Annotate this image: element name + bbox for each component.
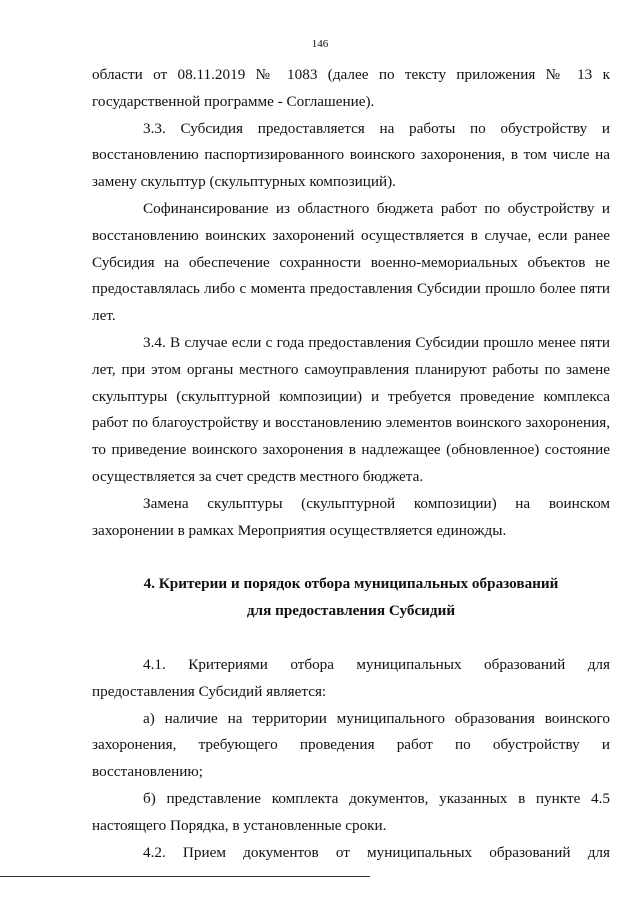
criterion-b: б) представление комплекта документов, указанных в пункте 4.5 настоящего Порядка, в установленные сроки. bbox=[92, 789, 610, 834]
criterion-a: а) наличие на территории муниципального образования воинского захоронения, требующего проведения работ по обустройству и восстановлению; bbox=[92, 709, 610, 781]
footer-rule-left bbox=[0, 876, 108, 877]
section-heading-line-1: 4. Критерии и порядок отбора муниципальных образований bbox=[143, 575, 559, 593]
paragraph-sculpture-replacement: Замена скульптуры (скульптурной композиции) на воинском захоронении в рамках Мероприятия осуществляется единожды. bbox=[92, 494, 610, 539]
document-body bbox=[92, 62, 610, 866]
paragraph-4-1: 4.1. Критериями отбора муниципальных образований для предоставления Субсидий является: bbox=[92, 655, 610, 700]
paragraph-4-2: 4.2. Прием документов от муниципальных образований для bbox=[143, 843, 610, 861]
section-heading bbox=[92, 571, 610, 625]
section-heading-line-2: для предоставления Субсидий bbox=[246, 602, 456, 620]
paragraph-3-4: 3.4. В случае если с года предоставления Субсидии прошло менее пяти лет, при этом органы местного самоуправления планируют работы по замене скульптуры (скульптурной композиции) и требуется проведение комплекса работ по благоустройству и восстановлению элементов воинского захоронения, то приведение воинского захоронения в надлежащее (обновленное) состояние осуществляется за счет средств местного бюджета. bbox=[92, 333, 610, 485]
paragraph-cofinancing: Софинансирование из областного бюджета работ по обустройству и восстановлению воинских захоронений осуществляется в случае, если ранее Субсидия на обеспечение сохранности военно-мемориальных объектов не предоставлялась либо с момента предоставления Субсидии прошло более пяти лет. bbox=[92, 199, 610, 325]
footer-rule-right bbox=[108, 876, 370, 877]
paragraph-continuation: области от 08.11.2019 № 1083 (далее по тексту приложения № 13 к государственной программе - Соглашение). bbox=[92, 66, 610, 110]
paragraph-3-3: 3.3. Субсидия предоставляется на работы по обустройству и восстановлению паспортизированного воинского захоронения, в том числе на замену скульптур (скульптурных композиций). bbox=[92, 119, 610, 191]
page-number: 146 bbox=[311, 38, 329, 50]
